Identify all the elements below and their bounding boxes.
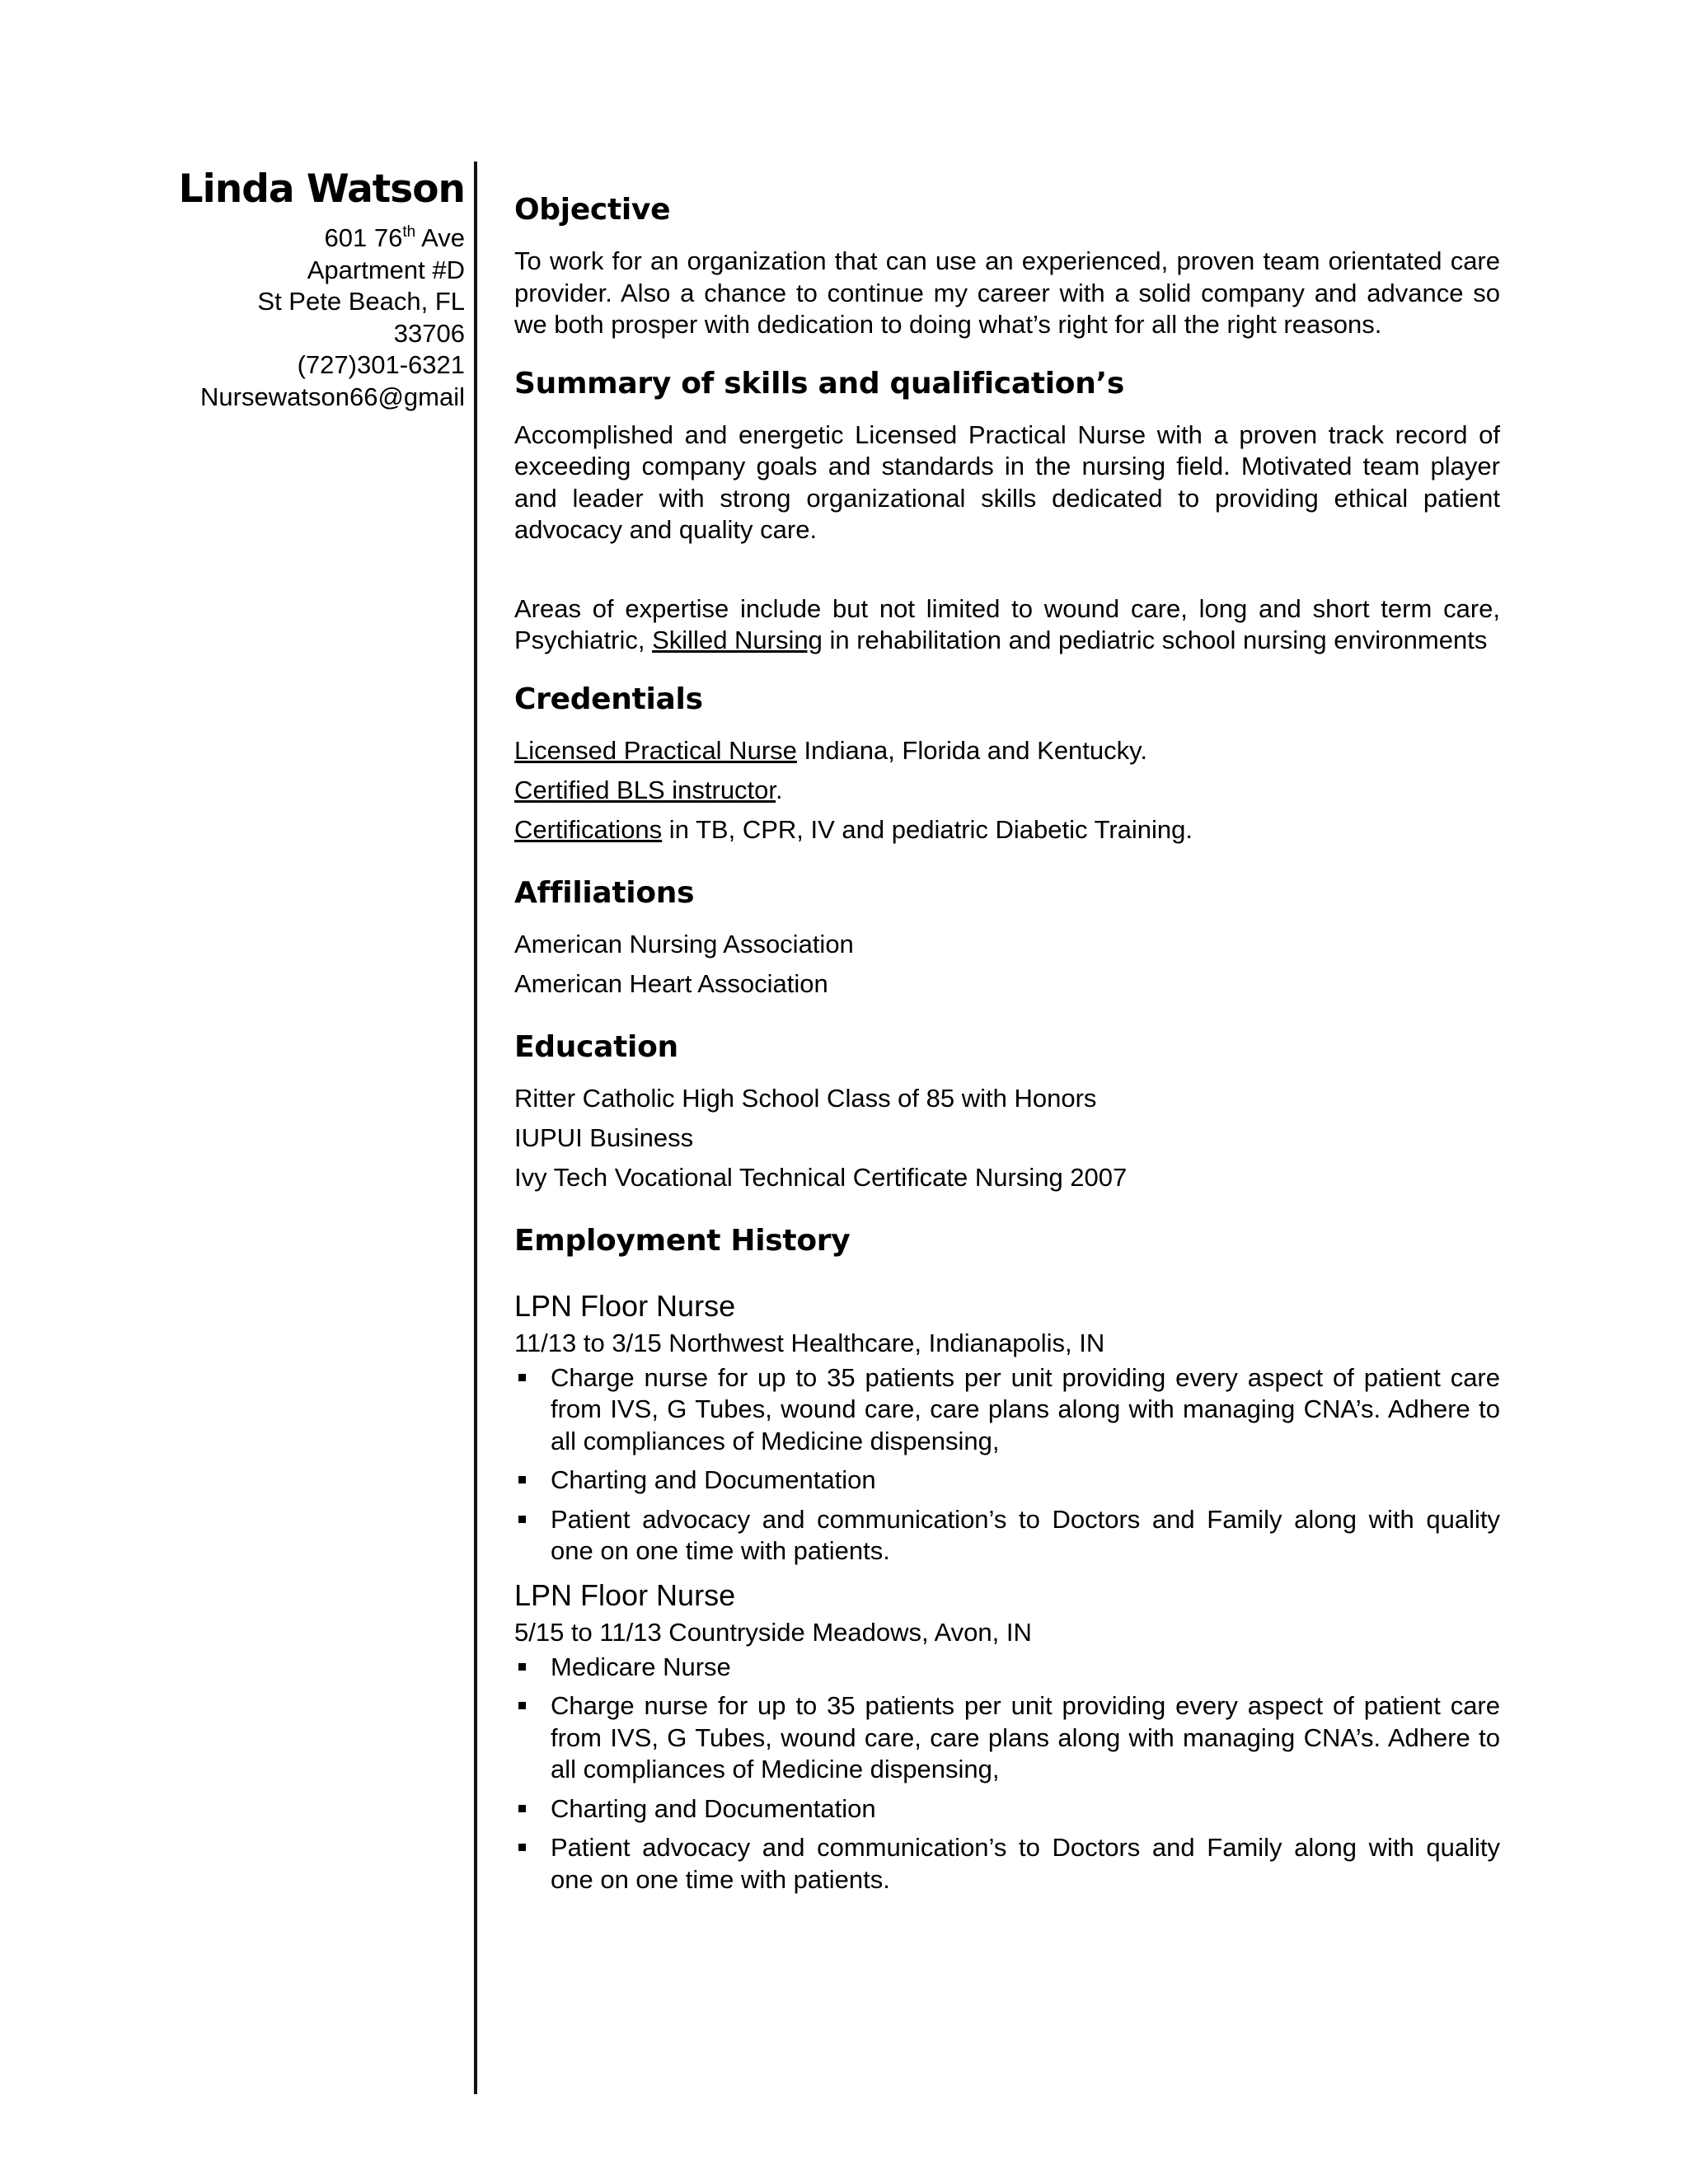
credential-item (514, 731, 1500, 771)
objective-text: To work for an organization that can use an experienced, proven team orientated care provider. Also a chance to continue my career with a solid company and advance so we both prosper with dedication to doing what’s right for all the right reasons. (514, 246, 1500, 339)
job-duty-item (514, 1832, 1500, 1896)
education-heading: Education (514, 1029, 678, 1064)
job-duties (514, 1362, 1500, 1568)
affiliation-item: American Nursing Association (514, 929, 854, 958)
job-duty-item (514, 1793, 1500, 1825)
summary-heading: Summary of skills and qualification’s (514, 366, 1125, 401)
affiliations-heading: Affiliations (514, 875, 695, 910)
education-item: IUPUI Business (514, 1122, 694, 1152)
credential-title: Certifications (514, 814, 663, 844)
credential-detail: Indiana, Florida and Kentucky. (796, 735, 1147, 765)
job-title: LPN Floor Nurse (514, 1288, 736, 1323)
bullet-icon (518, 1702, 526, 1709)
address-city-state: St Pete Beach, FL (257, 287, 465, 316)
job-duty-item (514, 1652, 1500, 1684)
bullet-icon (518, 1805, 526, 1812)
job-duty-item (514, 1690, 1500, 1786)
job-duty-item (514, 1362, 1500, 1458)
candidate-name: Linda Watson (178, 166, 465, 212)
bullet-icon (518, 1374, 526, 1381)
job-duty-text: Patient advocacy and communication’s to Doctors and Family along with quality one on one time with patients. (551, 1833, 1500, 1894)
bullet-icon (518, 1516, 526, 1523)
credentials-heading: Credentials (514, 682, 703, 716)
job-duty-item (514, 1504, 1500, 1568)
credential-detail: in TB, CPR, IV and pediatric Diabetic Training. (662, 814, 1193, 844)
job-duty-item (514, 1465, 1500, 1497)
street-ordinal-suffix: th (402, 223, 416, 241)
resume-main (514, 191, 1500, 1903)
job-dates-employer: 11/13 to 3/15 Northwest Healthcare, Indianapolis, IN (514, 1328, 1105, 1357)
street-number: 601 76 (324, 223, 403, 252)
job-entry (514, 1577, 1500, 1896)
credential-item (514, 810, 1500, 850)
job-duty-text: Patient advocacy and communication’s to Doctors and Family along with quality one on one time with patients. (551, 1504, 1500, 1565)
credentials-list (514, 731, 1500, 850)
affiliation-item: American Heart Association (514, 968, 828, 998)
expertise-paragraph (514, 593, 1500, 657)
affiliations-list (514, 925, 1500, 1004)
education-item: Ritter Catholic High School Class of 85 with Honors (514, 1083, 1097, 1113)
job-duties (514, 1652, 1500, 1896)
phone-number: (727)301-6321 (297, 350, 465, 379)
expertise-text-end: in rehabilitation and pediatric school nursing environments (822, 626, 1488, 654)
address-street (124, 223, 465, 255)
job-duty-text: Charting and Documentation (551, 1465, 876, 1494)
education-item: Ivy Tech Vocational Technical Certificate Nursing 2007 (514, 1162, 1128, 1192)
email-address: Nursewatson66@gmail (200, 382, 465, 411)
address-zip: 33706 (393, 318, 465, 348)
credential-detail: . (776, 775, 783, 804)
contact-sidebar (124, 165, 465, 413)
job-entry (514, 1288, 1500, 1568)
credential-item (514, 771, 1500, 810)
objective-heading: Objective (514, 193, 671, 227)
job-duty-text: Charge nurse for up to 35 patients per unit providing every aspect of patient care from IVS, G Tubes, wound care, care plans along with managing CNA’s. Adhere to all compliances of Medicine dispensing, (551, 1362, 1500, 1455)
expertise-text: Areas of expertise include but not limited to wound care, long and short term care, Psychiatric, (514, 593, 1500, 654)
column-divider (474, 162, 477, 2094)
bullet-icon (518, 1663, 526, 1671)
credential-title: Certified BLS instructor (514, 775, 776, 804)
address-apartment: Apartment #D (307, 255, 465, 284)
job-duty-text: Charge nurse for up to 35 patients per unit providing every aspect of patient care from IVS, G Tubes, wound care, care plans along with managing CNA’s. Adhere to all compliances of Medicine dispensing, (551, 1691, 1500, 1783)
job-dates-employer: 5/15 to 11/13 Countryside Meadows, Avon, IN (514, 1617, 1032, 1647)
job-duty-text: Charting and Documentation (551, 1793, 876, 1823)
bullet-icon (518, 1844, 526, 1851)
street-suffix: Ave (415, 223, 465, 252)
bullet-icon (518, 1476, 526, 1483)
education-list (514, 1079, 1500, 1197)
credential-title: Licensed Practical Nurse (514, 735, 797, 765)
employment-heading: Employment History (514, 1223, 851, 1258)
job-duty-text: Medicare Nurse (551, 1652, 731, 1681)
skilled-nursing-underline: Skilled Nursing (652, 626, 823, 654)
job-title: LPN Floor Nurse (514, 1577, 736, 1612)
summary-paragraph: Accomplished and energetic Licensed Practical Nurse with a proven track record of exceeding company goals and standards in the nursing field. Motivated team player and leader with strong organizational skills dedicated to providing ethical patient advocacy and quality care. (514, 419, 1500, 544)
